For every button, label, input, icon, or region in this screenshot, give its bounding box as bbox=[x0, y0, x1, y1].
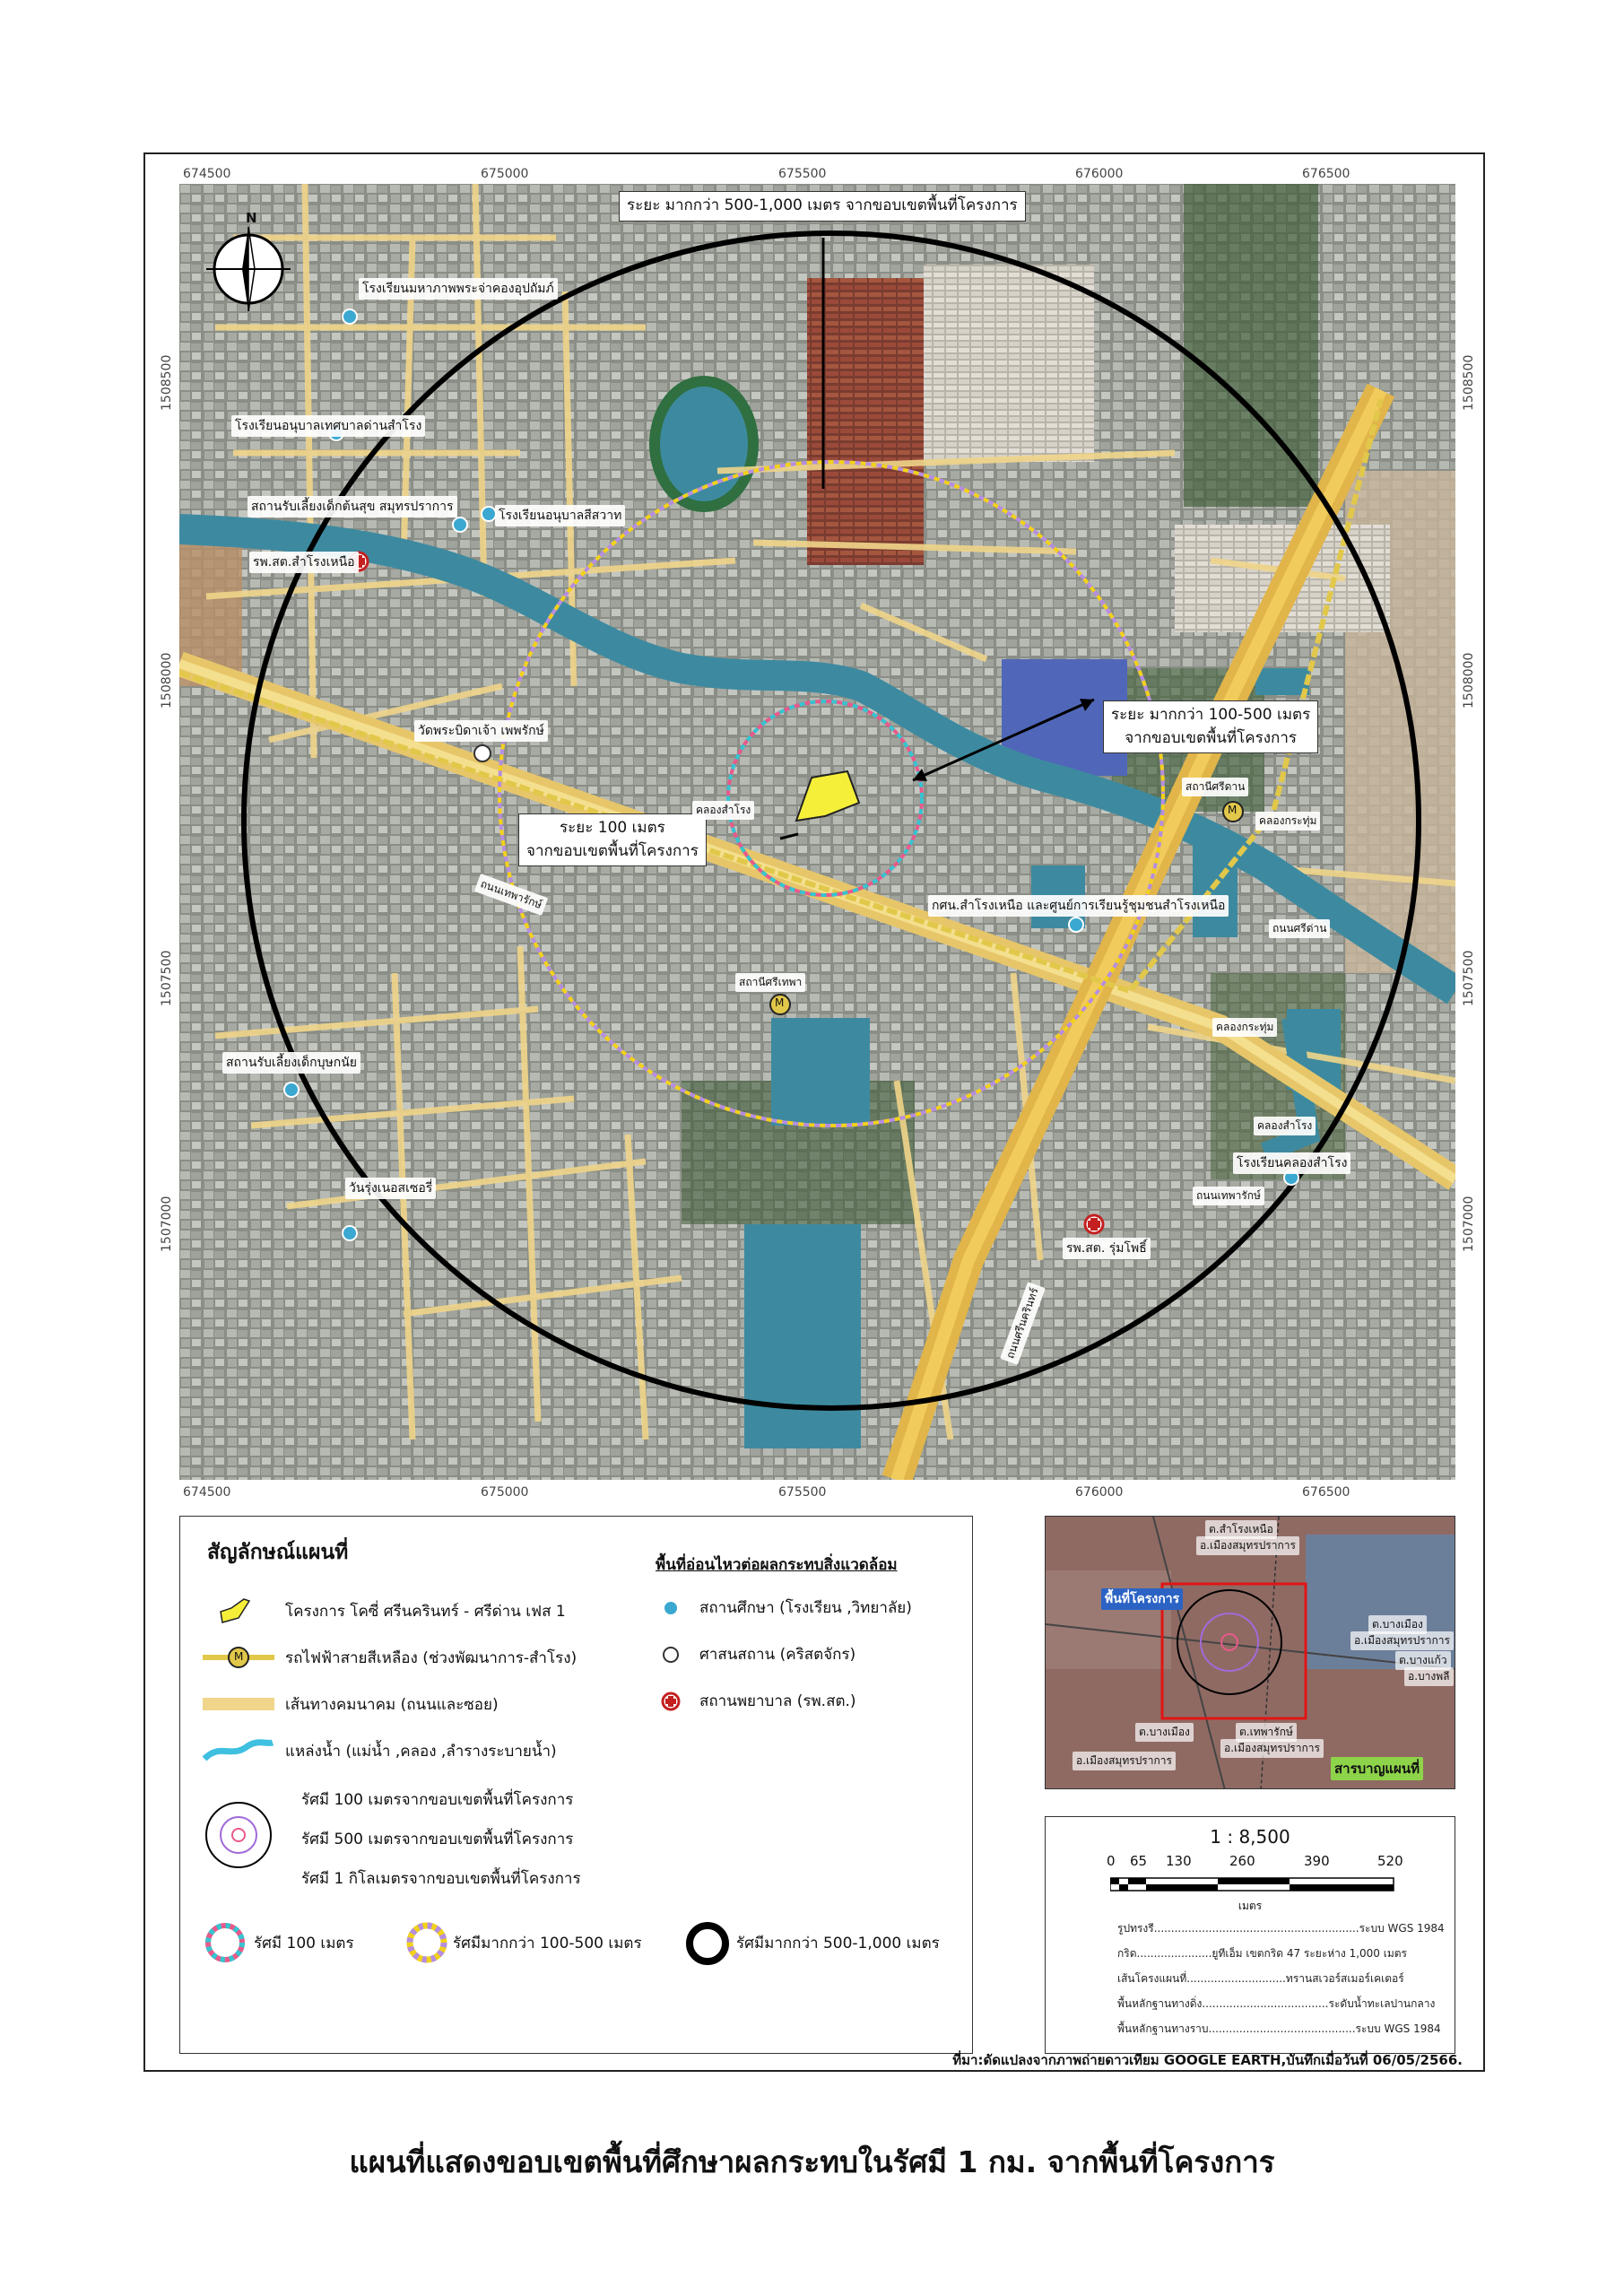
y-tick-left: 1508000 bbox=[160, 652, 174, 709]
road-label: ถนนเทพารักษ์ bbox=[1193, 1187, 1264, 1205]
sensitive-title: พื้นที่อ่อนไหวต่อผลกระทบสิ่งแวดล้อม bbox=[656, 1556, 898, 1574]
inset-label: อ.บางพลี bbox=[1404, 1667, 1454, 1686]
place-label: โรงเรียนอนุบาลสีสวาท bbox=[495, 505, 625, 526]
map-info-line: พื้นหลักฐานทางดิ่ง.....................................ระดับน้ำทะเลปานกลาง bbox=[1117, 1997, 1436, 2010]
legend-sensitive-label: ศาสนสถาน (คริสตจักร) bbox=[699, 1646, 856, 1664]
middle-callout-line1: ระยะ มากกว่า 100-500 เมตร bbox=[1111, 706, 1311, 724]
inset-label: ต.บางเมือง bbox=[1135, 1723, 1194, 1742]
place-label: รพ.สต.สำโรงเหนือ bbox=[249, 552, 359, 573]
legend-sensitive-label: สถานศึกษา (โรงเรียน ,วิทยาลัย) bbox=[699, 1599, 912, 1617]
y-tick-left: 1508500 bbox=[160, 354, 174, 411]
ring-500-icon bbox=[404, 1920, 449, 1969]
legend-sensitive-school bbox=[660, 1596, 912, 1620]
metro-marker-letter: M bbox=[1228, 804, 1238, 816]
school-icon bbox=[453, 517, 467, 532]
canal-label: คลองสำโรง bbox=[1254, 1117, 1316, 1135]
x-tick-bottom: 675500 bbox=[778, 1485, 827, 1500]
inset-map[interactable] bbox=[1045, 1516, 1455, 1789]
legend-ring-label: รัศมีมากกว่า 100-500 เมตร bbox=[453, 1935, 642, 1952]
school-icon bbox=[482, 507, 496, 521]
ring-1000-icon bbox=[684, 1920, 731, 1970]
legend-item-label: โครงการ โคซี่ ศรีนครินทร์ - ศรีด่าน เฟส 1 bbox=[285, 1602, 566, 1621]
figure-caption: แผนที่แสดงขอบเขตพื้นที่ศึกษาผลกระทบในรัศมี 1 กม. จากพื้นที่โครงการ bbox=[349, 2144, 1275, 2179]
canal-label: คลองกระทุ่ม bbox=[1255, 812, 1320, 831]
hospital-icon bbox=[1085, 1215, 1103, 1233]
y-tick-right: 1508000 bbox=[1462, 652, 1476, 709]
y-tick-right: 1507000 bbox=[1462, 1196, 1476, 1252]
legend-item-road bbox=[203, 1689, 499, 1719]
inset-label: ต.เทพารักษ์ bbox=[1236, 1723, 1297, 1742]
middle-callout-line2: จากขอบเขตพื้นที่โครงการ bbox=[1125, 728, 1298, 747]
scale-tick: 520 bbox=[1377, 1853, 1403, 1869]
map-info-line: กริด......................ยูทีเอ็ม เขตกริด 47 ระยะห่าง 1,000 เมตร bbox=[1117, 1947, 1408, 1960]
legend-sensitive-hospital bbox=[660, 1689, 856, 1713]
water-icon bbox=[203, 1735, 274, 1766]
inset-label: อ.เมืองสมุทรปราการ bbox=[1350, 1631, 1454, 1650]
metro-legend-letter: M bbox=[234, 1650, 244, 1663]
inset-label: อ.เมืองสมุทรปราการ bbox=[1196, 1536, 1299, 1555]
legend-radius-label: รัศมี 500 เมตรจากขอบเขตพื้นที่โครงการ bbox=[301, 1831, 574, 1848]
scale-tick: 0 bbox=[1107, 1853, 1116, 1869]
y-tick-right: 1507500 bbox=[1462, 950, 1476, 1006]
inner-ring-callout bbox=[518, 813, 707, 866]
x-tick-top: 675500 bbox=[778, 167, 827, 181]
legend-sensitive-label: สถานพยาบาล (รพ.สต.) bbox=[699, 1692, 856, 1710]
inset-badge: สารบาญแผนที่ bbox=[1331, 1757, 1423, 1780]
school-icon bbox=[343, 1226, 357, 1240]
road-icon bbox=[203, 1689, 274, 1719]
school-icon bbox=[660, 1597, 687, 1619]
satellite-map[interactable] bbox=[179, 184, 1455, 1480]
inset-project-label: พื้นที่โครงการ bbox=[1101, 1588, 1183, 1610]
outer-ring-callout: ระยะ มากกว่า 500-1,000 เมตร จากขอบเขตพื้นที่โครงการ bbox=[619, 191, 1026, 222]
y-tick-left: 1507500 bbox=[160, 950, 174, 1006]
place-label: โรงเรียนคลองสำโรง bbox=[1233, 1152, 1350, 1174]
x-tick-bottom: 675000 bbox=[481, 1485, 529, 1500]
inset-label: ต.บางแก้ว bbox=[1395, 1651, 1451, 1670]
inset-label: อ.เมืองสมุทรปราการ bbox=[1220, 1739, 1324, 1758]
school-icon bbox=[343, 309, 357, 324]
road-label: ถนนศรีนครินทร์ bbox=[1000, 1282, 1046, 1365]
religious-icon bbox=[474, 745, 491, 761]
scale-ratio: 1 : 8,500 bbox=[1210, 1826, 1290, 1848]
map-info-line: พื้นหลักฐานทางราบ...........................................ระบบ WGS 1984 bbox=[1117, 2022, 1441, 2035]
place-label: วันรุ่งเนอสเซอรี่ bbox=[345, 1178, 436, 1199]
canal-label: คลองสำโรง bbox=[692, 801, 754, 820]
road-label: ถนนศรีด่าน bbox=[1269, 919, 1330, 938]
map-info-line: เส้นโครงแผนที่.............................ทรานสเวอร์สเมอร์เคเตอร์ bbox=[1117, 1972, 1404, 1985]
school-icon bbox=[284, 1083, 299, 1097]
place-label: สถานรับเลี้ยงเด็กต้นสุข สมุทรปราการ bbox=[248, 496, 457, 517]
legend-ring-label: รัศมี 100 เมตร bbox=[254, 1935, 354, 1952]
radius-rings-icon bbox=[203, 1795, 274, 1875]
scale-bar bbox=[1110, 1876, 1406, 1896]
legend-title: สัญลักษณ์แผนที่ bbox=[207, 1541, 349, 1564]
legend-ring-label: รัศมีมากกว่า 500-1,000 เมตร bbox=[736, 1935, 940, 1952]
legend-item-label: รถไฟฟ้าสายสีเหลือง (ช่วงพัฒนาการ-สำโรง) bbox=[285, 1648, 578, 1667]
inner-callout-line2: จากขอบเขตพื้นที่โครงการ bbox=[526, 841, 699, 860]
y-tick-right: 1508500 bbox=[1462, 354, 1476, 411]
school-icon bbox=[1069, 918, 1083, 932]
project-polygon-icon bbox=[203, 1596, 274, 1626]
inset-label: อ.เมืองสมุทรปราการ bbox=[1073, 1752, 1176, 1770]
inset-label: ต.สำโรงเหนือ bbox=[1205, 1520, 1277, 1539]
map-info-line: รูปทรงรี............................................................ระบบ WGS 1984 bbox=[1117, 1922, 1445, 1935]
x-tick-top: 675000 bbox=[481, 167, 529, 181]
legend-item-water bbox=[203, 1735, 557, 1766]
station-label: สถานีศรีเทพา bbox=[735, 973, 805, 992]
ring-100-icon bbox=[203, 1920, 248, 1969]
legend-item-label: เส้นทางคมนาคม (ถนนและซอย) bbox=[285, 1695, 499, 1714]
station-label: สถานีศรีดาน bbox=[1182, 778, 1248, 796]
x-tick-bottom: 676000 bbox=[1075, 1485, 1124, 1500]
x-tick-top: 676500 bbox=[1302, 167, 1350, 181]
place-label: โรงเรียนมหาภาพพระจ่าคองอุปถัมภ์ bbox=[359, 278, 558, 300]
scale-tick: 65 bbox=[1130, 1853, 1148, 1869]
scale-tick: 130 bbox=[1166, 1853, 1192, 1869]
place-label: รพ.สต. รุ่มโพธิ์ bbox=[1063, 1238, 1151, 1259]
place-label: วัดพระบิดาเจ้า เพพรักษ์ bbox=[414, 720, 548, 742]
x-tick-bottom: 676500 bbox=[1302, 1485, 1350, 1500]
metro-marker-letter: M bbox=[775, 996, 785, 1009]
x-tick-top: 676000 bbox=[1075, 167, 1124, 181]
legend-sensitive-religious bbox=[660, 1642, 855, 1666]
legend-radius-label: รัศมี 1 กิโลเมตรจากขอบเขตพื้นที่โครงการ bbox=[301, 1870, 581, 1888]
place-label: สถานรับเลี้ยงเด็กบุษกนัย bbox=[222, 1052, 360, 1074]
scale-panel bbox=[1045, 1816, 1455, 2054]
legend-item-metro bbox=[203, 1642, 577, 1673]
hospital-icon bbox=[660, 1691, 687, 1712]
legend-item-project bbox=[203, 1596, 566, 1626]
x-tick-top: 674500 bbox=[183, 167, 231, 181]
legend-item-label: แหล่งน้ำ (แม่น้ำ ,คลอง ,ลำรางระบายน้ำ) bbox=[285, 1742, 557, 1761]
road-label: ถนนเทพารักษ์ bbox=[474, 874, 548, 916]
x-tick-bottom: 674500 bbox=[183, 1485, 231, 1500]
legend-radius-label: รัศมี 100 เมตรจากขอบเขตพื้นที่โครงการ bbox=[301, 1791, 574, 1809]
inner-callout-line1: ระยะ 100 เมตร bbox=[560, 819, 665, 837]
north-label: N bbox=[246, 210, 257, 226]
legend-panel bbox=[179, 1516, 973, 2054]
place-label: โรงเรียนอนุบาลเทศบาลด่านสำโรง bbox=[231, 415, 425, 437]
inset-label: ต.บางเมือง bbox=[1368, 1615, 1427, 1634]
source-note: ที่มา:ดัดแปลงจากภาพถ่ายดาวเทียม GOOGLE EARTH,บันทึกเมื่อวันที่ 06/05/2566. bbox=[952, 2052, 1463, 2068]
metro-line-icon bbox=[203, 1642, 274, 1673]
place-label: กศน.สำโรงเหนือ และศูนย์การเรียนรู้ชุมชนสำโรงเหนือ bbox=[928, 895, 1229, 917]
religious-icon bbox=[660, 1644, 687, 1665]
y-tick-left: 1507000 bbox=[160, 1196, 174, 1252]
map-canvas bbox=[179, 184, 1455, 1480]
middle-ring-callout bbox=[1103, 700, 1318, 753]
canal-label: คลองกระทุ่ม bbox=[1212, 1018, 1277, 1037]
scale-tick: 260 bbox=[1229, 1853, 1255, 1869]
scale-tick: 390 bbox=[1304, 1853, 1330, 1869]
scale-unit: เมตร bbox=[1238, 1900, 1263, 1912]
